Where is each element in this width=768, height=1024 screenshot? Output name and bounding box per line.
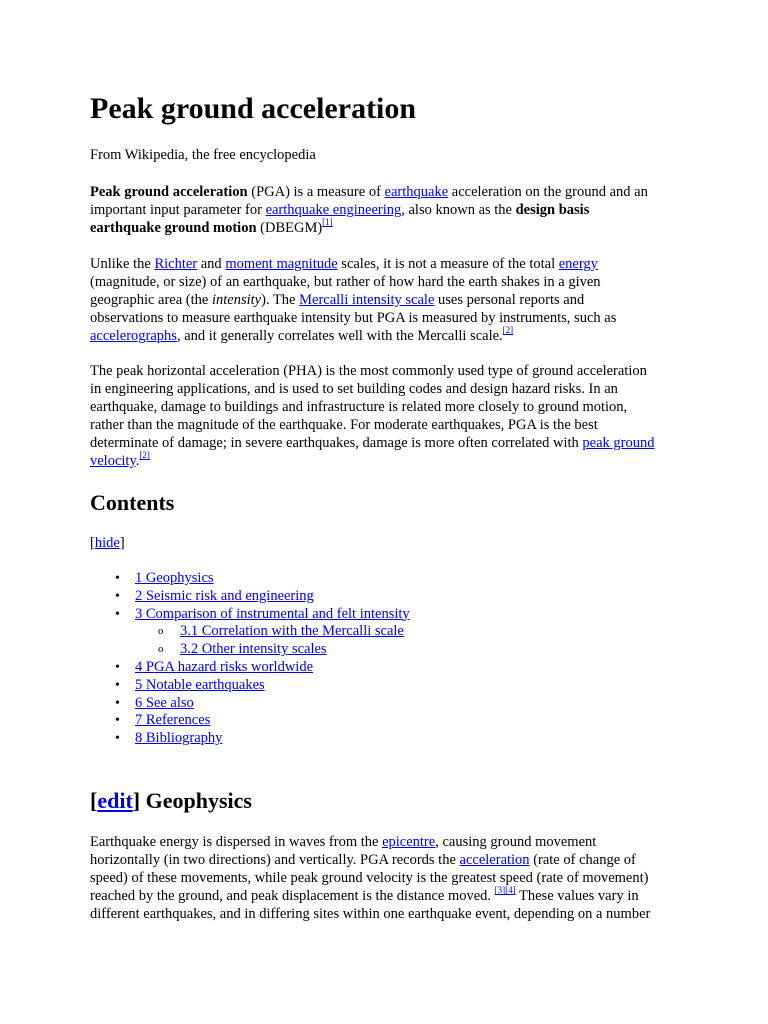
contents-heading: Contents — [90, 490, 175, 515]
link-acceleration[interactable]: acceleration — [459, 852, 530, 868]
link-richter[interactable]: Richter — [154, 256, 198, 272]
edit-link[interactable]: edit — [97, 788, 133, 813]
toc-link-hazard-risks[interactable]: 4 PGA hazard risks worldwide — [135, 658, 314, 675]
ref-link-3-4[interactable]: [3][4] — [494, 885, 516, 895]
toc-item[interactable] — [90, 712, 410, 730]
bullet-icon: • — [115, 606, 120, 622]
toc-link-comparison[interactable]: 3 Comparison of instrumental and felt intensity — [135, 605, 410, 622]
toc-link-notable-earthquakes[interactable]: 5 Notable earthquakes — [135, 676, 265, 693]
section-heading-geophysics: [edit] Geophysics — [90, 788, 252, 813]
bullet-icon: • — [115, 713, 120, 729]
link-energy[interactable]: energy — [558, 256, 598, 272]
link-mercalli-intensity-scale[interactable]: Mercalli intensity scale — [299, 292, 435, 308]
ref-link-2[interactable]: [2] — [502, 325, 514, 335]
toc-item[interactable] — [90, 623, 410, 641]
toc-link-other-scales[interactable]: 3.2 Other intensity scales — [180, 641, 327, 658]
toc-link-see-also[interactable]: 6 See also — [135, 694, 194, 711]
toc-link-bibliography[interactable]: 8 Bibliography — [135, 730, 223, 747]
ref-link-1[interactable]: [1] — [322, 217, 333, 227]
toc-link-geophysics[interactable]: 1 Geophysics — [135, 570, 214, 586]
link-peak-ground-velocity-2[interactable]: velocity — [90, 453, 136, 469]
toc-item[interactable] — [90, 695, 410, 713]
circle-bullet-icon: o — [158, 625, 164, 638]
link-earthquake-engineering[interactable]: earthquake engineering — [265, 202, 402, 218]
bullet-icon: • — [115, 731, 120, 747]
toc-item[interactable] — [90, 588, 410, 606]
magnitude-paragraph: Unlike the Richter and moment magnitude scales, it is not a measure of the total energy (magnitude, or size) of an earthquake, but rather of how hard the earth shakes in a given geographic area (the intensity). The Mercalli intensity scale uses personal reports and observations to measure earthquake intensity but PGA is measured by instruments, such as accelerographs, and it generally correlates well with the Mercalli scale.[2] — [90, 256, 617, 344]
circle-bullet-icon: o — [158, 643, 164, 656]
toc-item[interactable] — [90, 659, 410, 677]
bullet-icon: • — [115, 677, 120, 693]
toc-item[interactable] — [90, 570, 410, 588]
tagline: From Wikipedia, the free encyclopedia — [90, 147, 316, 163]
pha-paragraph: The peak horizontal acceleration (PHA) is the most commonly used type of ground acceleration in engineering applications, and is used to set building codes and design hazard risks. In an earthquake, damage to buildings and infrastructure is related more closely to ground motion, rather than the magnitude of the earthquake. For moderate earthquakes, PGA is the best determinate of damage; in severe earthquakes, damage is more often correlated with peak ground velocity.[2] — [90, 363, 655, 469]
toc-link-references[interactable]: 7 References — [135, 712, 211, 729]
page-title: Peak ground acceleration — [90, 92, 417, 125]
hide-toc-link[interactable]: hide — [94, 535, 120, 551]
toc-item[interactable] — [90, 677, 410, 695]
bullet-icon: • — [115, 659, 120, 675]
toc-item[interactable] — [90, 606, 410, 624]
link-epicentre[interactable]: epicentre — [382, 834, 436, 850]
geophysics-paragraph: Earthquake energy is dispersed in waves from the epicentre, causing ground movement horizontally (in two directions) and vertically. PGA records the acceleration (rate of change of speed) of these movements, while peak ground velocity is the greatest speed (rate of movement) reached by the ground, and peak displacement is the distance moved. [3][4] These values vary in different earthquakes, and in differing sites within one earthquake event, depending on a number — [90, 834, 651, 922]
table-of-contents — [90, 570, 410, 748]
link-peak-ground-velocity[interactable]: peak ground — [582, 435, 655, 451]
link-earthquake[interactable]: earthquake — [384, 184, 449, 200]
ref-link-2b[interactable]: [2] — [139, 450, 150, 460]
toc-toggle: [hide] — [90, 535, 125, 551]
bullet-icon: • — [115, 571, 120, 586]
link-accelerographs[interactable]: accelerographs — [90, 328, 177, 344]
toc-item[interactable] — [90, 641, 410, 659]
toc-link-seismic-risk[interactable]: 2 Seismic risk and engineering — [135, 587, 314, 604]
bullet-icon: • — [115, 695, 120, 711]
bullet-icon: • — [115, 588, 120, 604]
intro-paragraph: Peak ground acceleration (PGA) is a measure of earthquake acceleration on the ground and an important input parameter for earthquake engineering, also known as the design basis earthquake ground motion (DBEGM)[1] — [90, 184, 648, 236]
toc-item[interactable] — [90, 730, 410, 748]
link-moment-magnitude[interactable]: moment magnitude — [225, 256, 338, 272]
intro-bold-term: Peak ground acceleration — [90, 184, 248, 200]
toc-link-correlation-mercalli[interactable]: 3.1 Correlation with the Mercalli scale — [180, 623, 404, 640]
